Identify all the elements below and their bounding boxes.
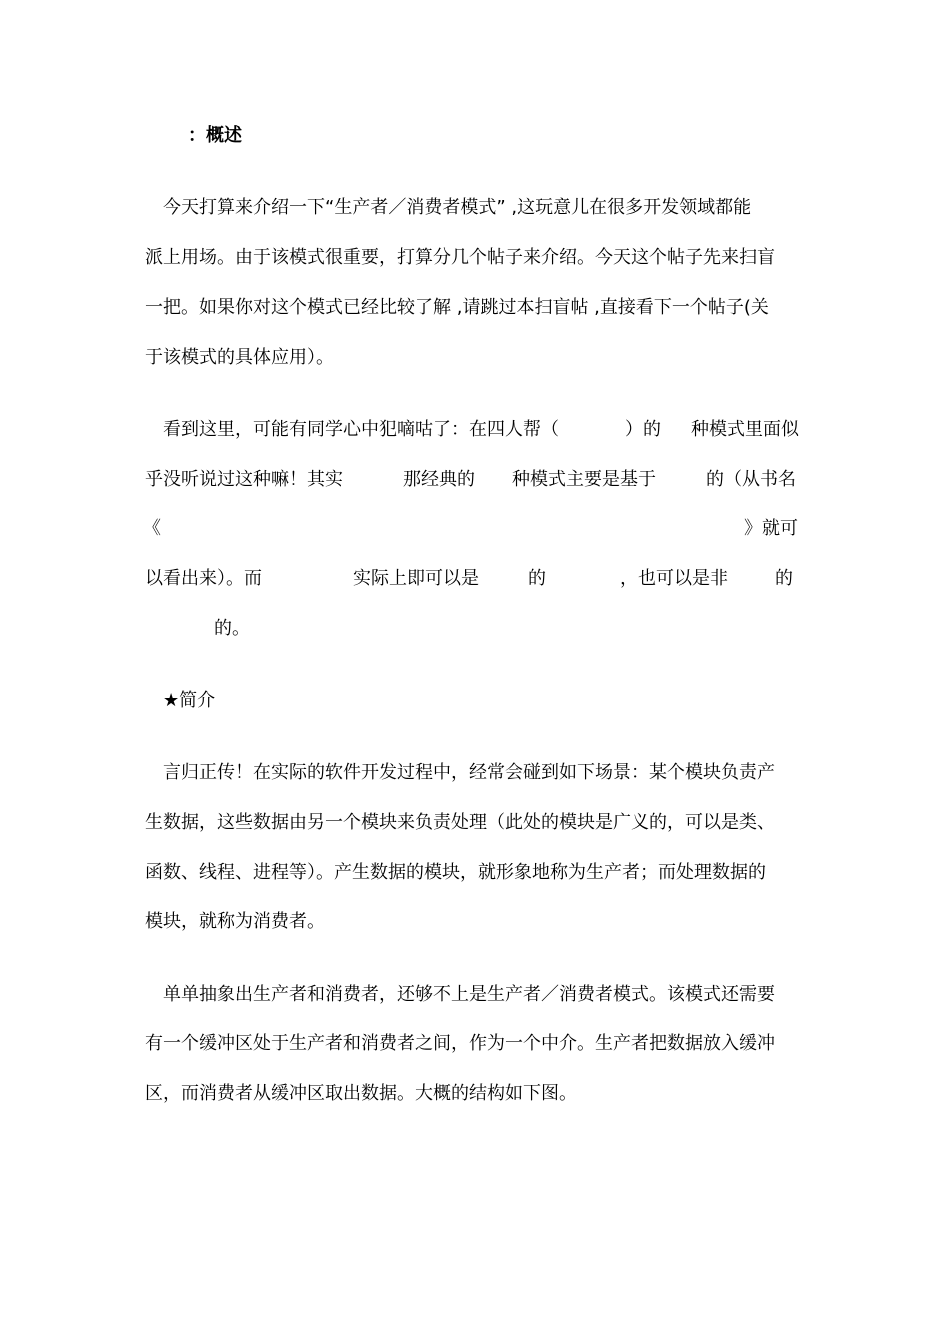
paragraph-2-fragment: 种模式里面似 — [691, 419, 799, 440]
paragraph-1-line-4: 于该模式的具体应用）。 — [145, 347, 334, 368]
section-heading-intro: ★简介 — [163, 690, 216, 711]
paragraph-2-fragment: 乎没听说过这种嘛！其实 — [145, 469, 343, 490]
paragraph-2-fragment: 》就可 — [744, 518, 798, 539]
paragraph-2-fragment: 的 — [775, 568, 793, 589]
paragraph-3-line-1: 言归正传！在实际的软件开发过程中，经常会碰到如下场景：某个模块负责产 — [163, 762, 775, 783]
paragraph-3-line-4: 模块，就称为消费者。 — [145, 911, 325, 932]
paragraph-2-fragment: 实际上即可以是 — [353, 568, 479, 589]
paragraph-4-line-2: 有一个缓冲区处于生产者和消费者之间，作为一个中介。生产者把数据放入缓冲 — [145, 1033, 775, 1054]
paragraph-1-line-1: 今天打算来介绍一下“生产者／消费者模式” ,这玩意儿在很多开发领域都能 — [163, 197, 752, 218]
paragraph-2-fragment: 看到这里，可能有同学心中犯嘀咕了：在四人帮（ — [163, 419, 559, 440]
section-heading-overview: ：概述 — [188, 125, 242, 146]
paragraph-4-line-1: 单单抽象出生产者和消费者，还够不上是生产者／消费者模式。该模式还需要 — [163, 984, 775, 1005]
paragraph-1-line-2: 派上用场。由于该模式很重要，打算分几个帖子来介绍。今天这个帖子先来扫盲 — [145, 247, 775, 268]
paragraph-3-line-2: 生数据，这些数据由另一个模块来负责处理（此处的模块是广义的，可以是类、 — [145, 812, 775, 833]
paragraph-4-line-3: 区，而消费者从缓冲区取出数据。大概的结构如下图。 — [145, 1083, 577, 1104]
paragraph-1-line-3: 一把。如果你对这个模式已经比较了解 ,请跳过本扫盲帖 ,直接看下一个帖子(关 — [145, 297, 769, 318]
paragraph-2-fragment: 的。 — [214, 618, 250, 639]
paragraph-2-fragment: 种模式主要是基于 — [512, 469, 656, 490]
paragraph-2-fragment: 的 — [528, 568, 546, 589]
paragraph-2-fragment: 的（从书名 — [706, 469, 796, 490]
paragraph-2-fragment: 《 — [143, 518, 161, 539]
paragraph-2-fragment: 以看出来）。而 — [145, 568, 262, 589]
paragraph-2-fragment: 那经典的 — [403, 469, 475, 490]
paragraph-2-fragment: ，也可以是非 — [620, 568, 728, 589]
paragraph-2-fragment: ）的 — [625, 419, 661, 440]
paragraph-3-line-3: 函数、线程、进程等）。产生数据的模块，就形象地称为生产者；而处理数据的 — [145, 862, 766, 883]
